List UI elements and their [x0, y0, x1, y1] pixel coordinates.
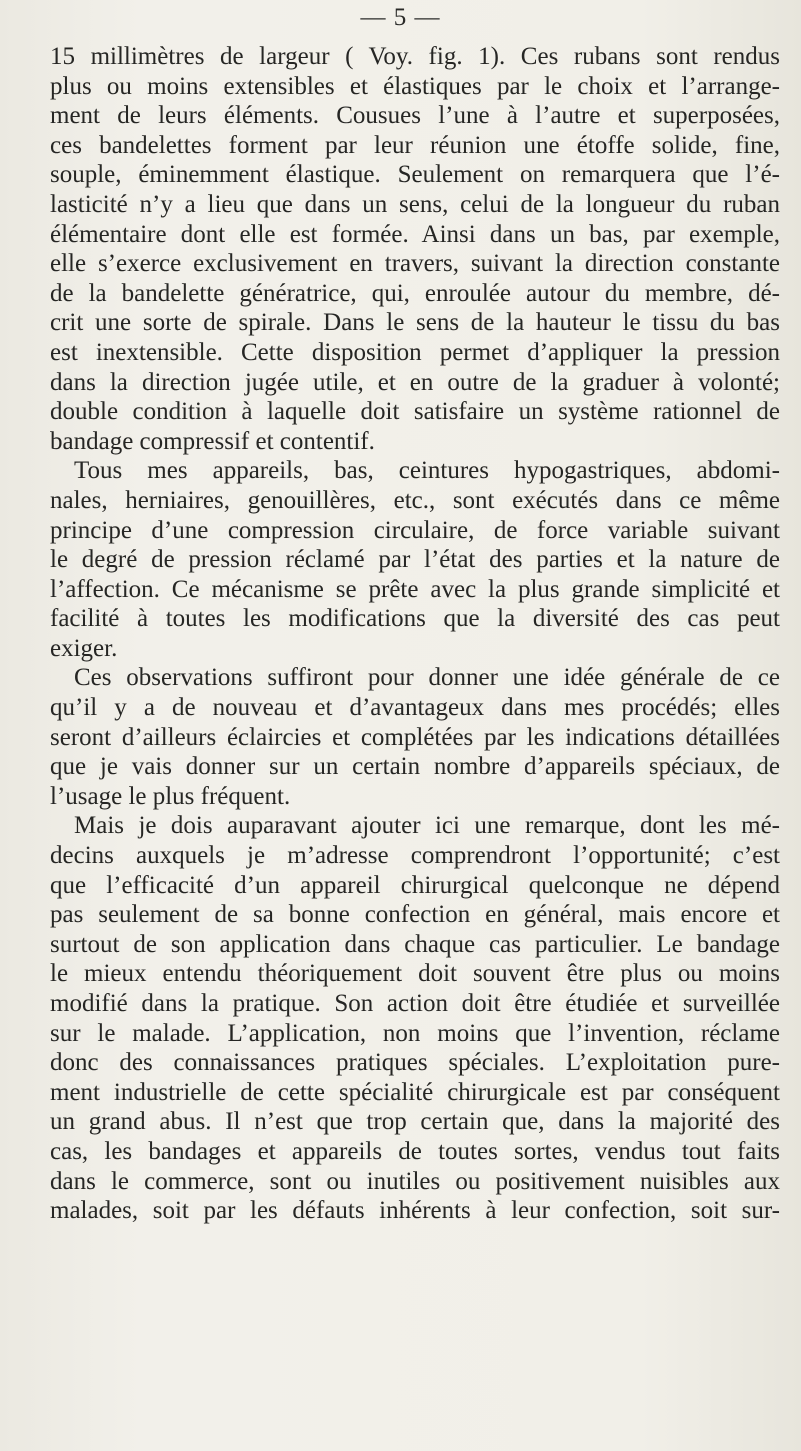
paragraph-4-line-10: ment industrielle de cette spécialité chirurgicale est par conséquent [50, 1078, 780, 1106]
paragraph-4-line-9: donc des connaissances pratiques spéciales. L’exploitation pure- [50, 1049, 780, 1077]
paragraph-2-line-6: facilité à toutes les modifications que la diversité des cas peut [50, 605, 780, 633]
paragraph-2-line-5: l’affection. Ce mécanisme se prête avec la plus grande simplicité et [50, 575, 780, 603]
paragraph-1-line-9: de la bandelette génératrice, qui, enroulée autour du membre, dé- [50, 279, 780, 307]
paragraph-1-line-8: elle s’exerce exclusivement en travers, suivant la direction constante [50, 250, 780, 278]
paragraph-1-line-6: lasticité n’y a lieu que dans un sens, celui de la longueur du ruban [50, 190, 780, 218]
paragraph-1-line-3: ment de leurs éléments. Cousues l’une à l’autre et superposées, [50, 102, 780, 130]
paragraph-1-line-2: plus ou moins extensibles et élastiques par le choix et l’arrange- [50, 72, 780, 100]
paragraph-4-line-8: sur le malade. L’application, non moins que l’invention, réclame [50, 1019, 780, 1047]
paragraph-1-line-5: souple, éminemment élastique. Seulement on remarquera que l’é- [50, 161, 780, 189]
paragraph-2-line-4: le degré de pression réclamé par l’état des parties et la nature de [50, 546, 780, 574]
paragraph-4-line-6: le mieux entendu théoriquement doit souvent être plus ou moins [50, 960, 780, 988]
paragraph-4-line-11: un grand abus. Il n’est que trop certain que, dans la majorité des [50, 1108, 780, 1136]
paragraph-4-line-2: decins auxquels je m’adresse comprendront l’opportunité; c’est [50, 842, 780, 870]
paragraph-2-line-1: Tous mes appareils, bas, ceintures hypogastriques, abdomi- [74, 457, 780, 485]
paragraph-1-line-4: ces bandelettes forment par leur réunion une étoffe solide, fine, [50, 131, 780, 159]
body-text [50, 42, 780, 1226]
paragraph-3-line-3: seront d’ailleurs éclaircies et complétées par les indications détaillées [50, 723, 780, 751]
paragraph-1-line-10: crit une sorte de spirale. Dans le sens de la hauteur le tissu du bas [50, 309, 780, 337]
paragraph-4-line-12: cas, les bandages et appareils de toutes sortes, vendus tout faits [50, 1137, 780, 1165]
paragraph-4-line-3: que l’efficacité d’un appareil chirurgical quelconque ne dépend [50, 871, 780, 899]
paragraph-3-line-2: qu’il y a de nouveau et d’avantageux dans mes procédés; elles [50, 694, 780, 722]
paragraph-1-line-11: est inextensible. Cette disposition permet d’appliquer la pression [50, 338, 780, 366]
paragraph-2-line-2: nales, herniaires, genouillères, etc., sont exécutés dans ce même [50, 486, 780, 514]
paragraph-1-line-14: bandage compressif et contentif. [50, 427, 375, 455]
paragraph-1-line-13: double condition à laquelle doit satisfaire un système rationnel de [50, 398, 780, 426]
paragraph-4-line-5: surtout de son application dans chaque cas particulier. Le bandage [50, 930, 780, 958]
paragraph-1-line-12: dans la direction jugée utile, et en outre de la graduer à volonté; [50, 368, 780, 396]
paragraph-4-line-13: dans le commerce, sont ou inutiles ou positivement nuisibles aux [50, 1167, 780, 1195]
paragraph-4-line-1: Mais je dois auparavant ajouter ici une remarque, dont les mé- [74, 812, 780, 840]
paragraph-4-line-4: pas seulement de sa bonne confection en général, mais encore et [50, 901, 780, 929]
paragraph-2-line-7: exiger. [50, 634, 118, 662]
page-number: — 5 — [360, 4, 441, 31]
paragraph-2-line-3: principe d’une compression circulaire, de force variable suivant [50, 516, 780, 544]
paragraph-1-line-7: élémentaire dont elle est formée. Ainsi dans un bas, par exemple, [50, 220, 780, 248]
paragraph-4-line-7: modifié dans la pratique. Son action doit être étudiée et surveillée [50, 990, 780, 1017]
paragraph-4-line-14: malades, soit par les défauts inhérents à leur confection, soit sur- [50, 1197, 780, 1225]
paragraph-3-line-5: l’usage le plus fréquent. [50, 782, 291, 810]
paragraph-1-line-1: 15 millimètres de largeur ( Voy. fig. 1). Ces rubans sont rendus [50, 43, 780, 70]
paragraph-3-line-4: que je vais donner sur un certain nombre d’appareils spéciaux, de [50, 753, 780, 781]
paragraph-3-line-1: Ces observations suffiront pour donner une idée générale de ce [74, 664, 780, 692]
